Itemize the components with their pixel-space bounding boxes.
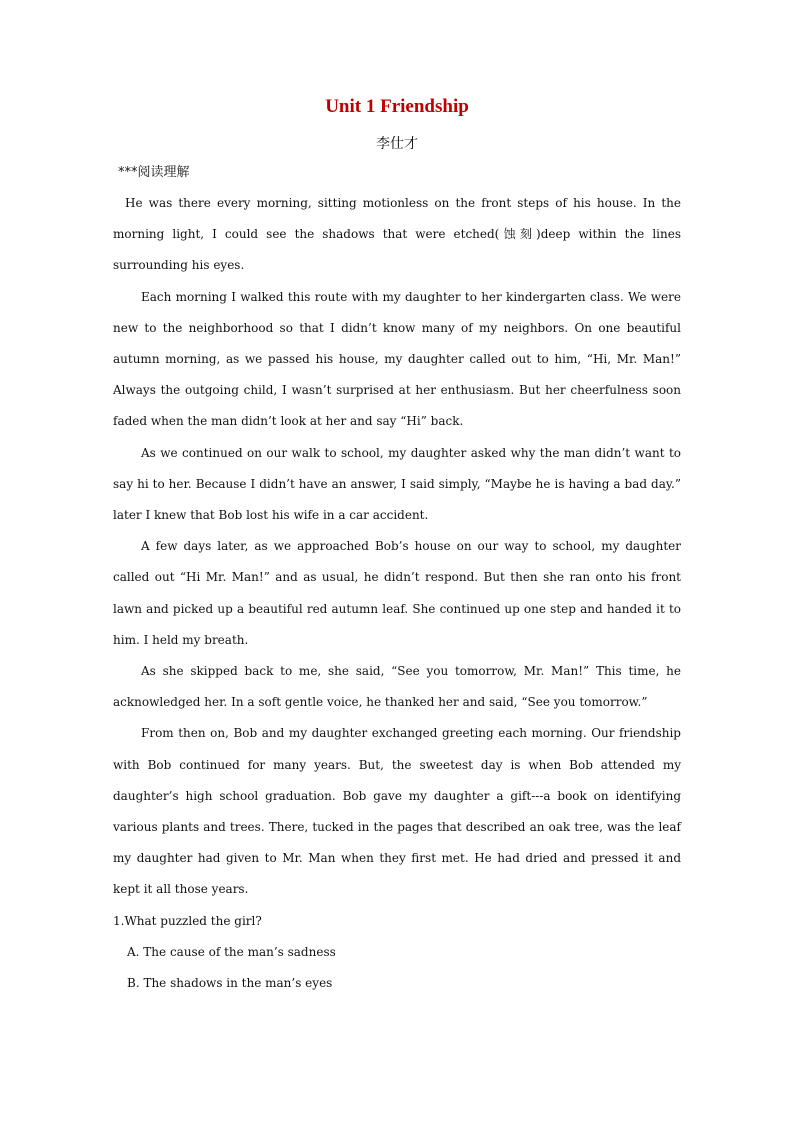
question-1: 1.What puzzled the girl? [113, 913, 262, 928]
section-heading: ***阅读理解 [118, 165, 190, 180]
paragraph-4: A few days later, as we approached Bob’s house on our way to school, my daughter called out “Hi Mr. Man!” and as usual, he didn’t respond. But then she ran onto his front lawn and picked up a beautiful red autumn leaf. She continued up one step and handed it to him. I held my breath. [113, 539, 681, 647]
reading-passage [113, 188, 681, 999]
paragraph-1: He was there every morning, sitting motionless on the front steps of his house. In the morning light, I could see the shadows that were etched(蚀刻)deep within the lines surrounding his eyes. [113, 196, 681, 273]
paragraph-6: From then on, Bob and my daughter exchanged greeting each morning. Our friendship with Bob continued for many years. But, the sweetest day is when Bob attended my daughter’s high school graduation. Bob gave my daughter a gift---a book on identifying various plants and trees. There, tucked in the pages that described an oak tree, was the leaf my daughter had given to Mr. Man when they first met. He had dried and pressed it and kept it all those years. [113, 726, 681, 897]
paragraph-3: As we continued on our walk to school, my daughter asked why the man didn’t want to say hi to her. Because I didn’t have an answer, I said simply, “Maybe he is having a bad day.” later I knew that Bob lost his wife in a car accident. [113, 445, 681, 523]
author-name: 李仕才 [376, 136, 418, 152]
paragraph-5: As she skipped back to me, she said, “See you tomorrow, Mr. Man!” This time, he acknowledged her. In a soft gentle voice, he thanked her and said, “See you tomorrow.” [113, 664, 681, 710]
option-b: B. The shadows in the man’s eyes [127, 976, 333, 991]
document-title: Unit 1 Friendship [325, 96, 469, 117]
option-a: A. The cause of the man’s sadness [127, 944, 336, 959]
paragraph-2: Each morning I walked this route with my daughter to her kindergarten class. We were new to the neighborhood so that I didn’t know many of my neighbors. On one beautiful autumn morning, as we passed his house, my daughter called out to him, “Hi, Mr. Man!” Always the outgoing child, I wasn’t surprised at her enthusiasm. But her cheerfulness soon faded when the man didn’t look at her and say “Hi” back. [113, 289, 681, 429]
